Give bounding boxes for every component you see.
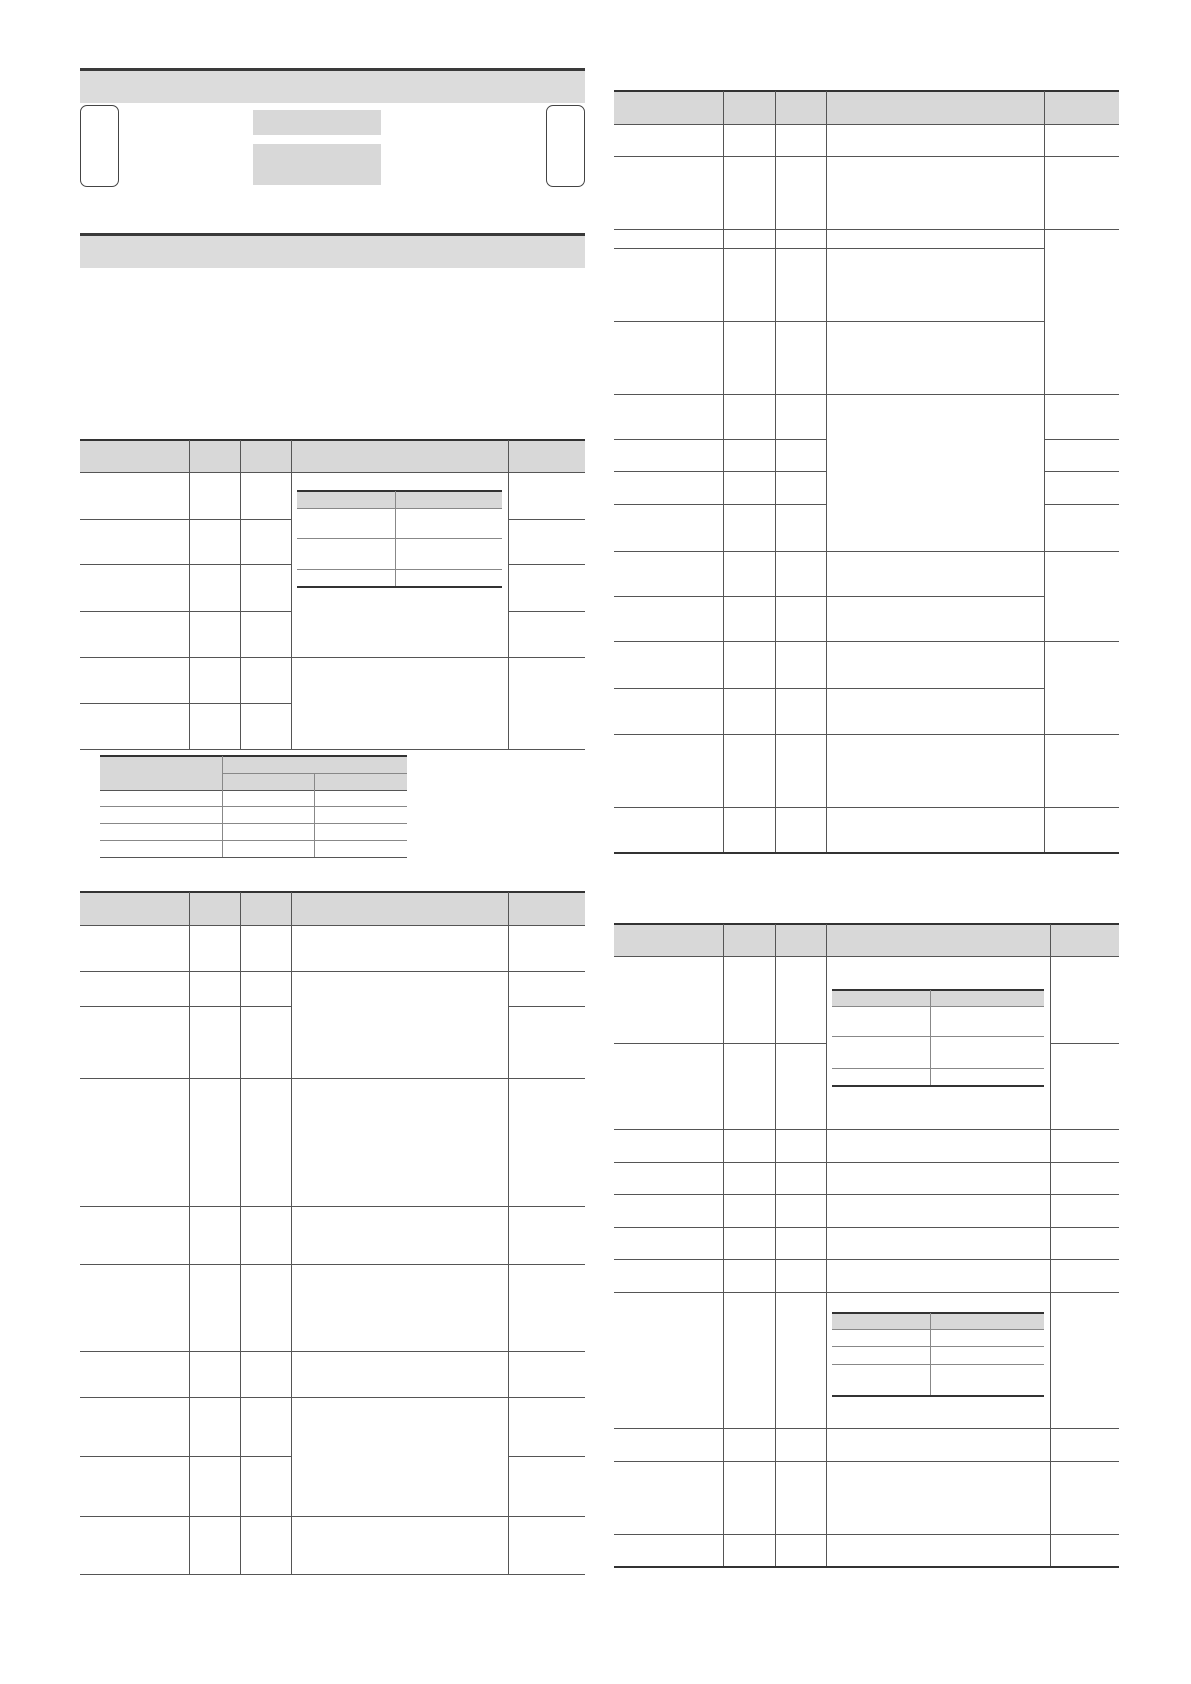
- diagram-right-key: [546, 105, 585, 187]
- table-row: [100, 823, 407, 824]
- table-row: [80, 1516, 585, 1517]
- table-row: [614, 1162, 1119, 1163]
- section-bar-1: [80, 68, 585, 103]
- table-row: [80, 519, 291, 520]
- table-row: [614, 504, 826, 505]
- diagram-box-top: [253, 110, 381, 135]
- table-row: [614, 596, 1044, 597]
- table-4-header: [614, 924, 1119, 956]
- table-row: [614, 1259, 1119, 1260]
- table-row: [614, 248, 1044, 249]
- table-2-header: [80, 892, 585, 925]
- table-row: [614, 1043, 826, 1044]
- table-row: [80, 1078, 585, 1079]
- table-row: [80, 1456, 291, 1457]
- table-1-header: [80, 440, 585, 472]
- table-row: [614, 1194, 1119, 1195]
- table-row: [614, 1534, 1119, 1535]
- table-row: [80, 564, 291, 565]
- table-row: [614, 688, 1044, 689]
- table-row: [80, 1264, 585, 1265]
- table-row: [80, 611, 291, 612]
- table-row: [80, 1006, 291, 1007]
- table-row: [614, 1428, 1119, 1429]
- table-row: [100, 840, 407, 841]
- diagram-left-key: [80, 105, 119, 187]
- table-row: [614, 439, 826, 440]
- table-row: [80, 1397, 585, 1398]
- table-row: [80, 1351, 585, 1352]
- table-row: [100, 806, 407, 807]
- table-row: [614, 1227, 1119, 1228]
- table-row: [614, 321, 1044, 322]
- table-row: [614, 471, 826, 472]
- table-row: [614, 1292, 1119, 1293]
- table-row: [100, 857, 407, 858]
- diagram-box-bottom: [253, 144, 381, 185]
- table-row: [80, 703, 291, 704]
- table-row: [614, 1129, 1119, 1130]
- table-row: [80, 1206, 585, 1207]
- section-bar-2: [80, 233, 585, 268]
- table-row: [80, 657, 585, 658]
- table-row: [80, 971, 585, 972]
- table-row: [614, 1461, 1119, 1462]
